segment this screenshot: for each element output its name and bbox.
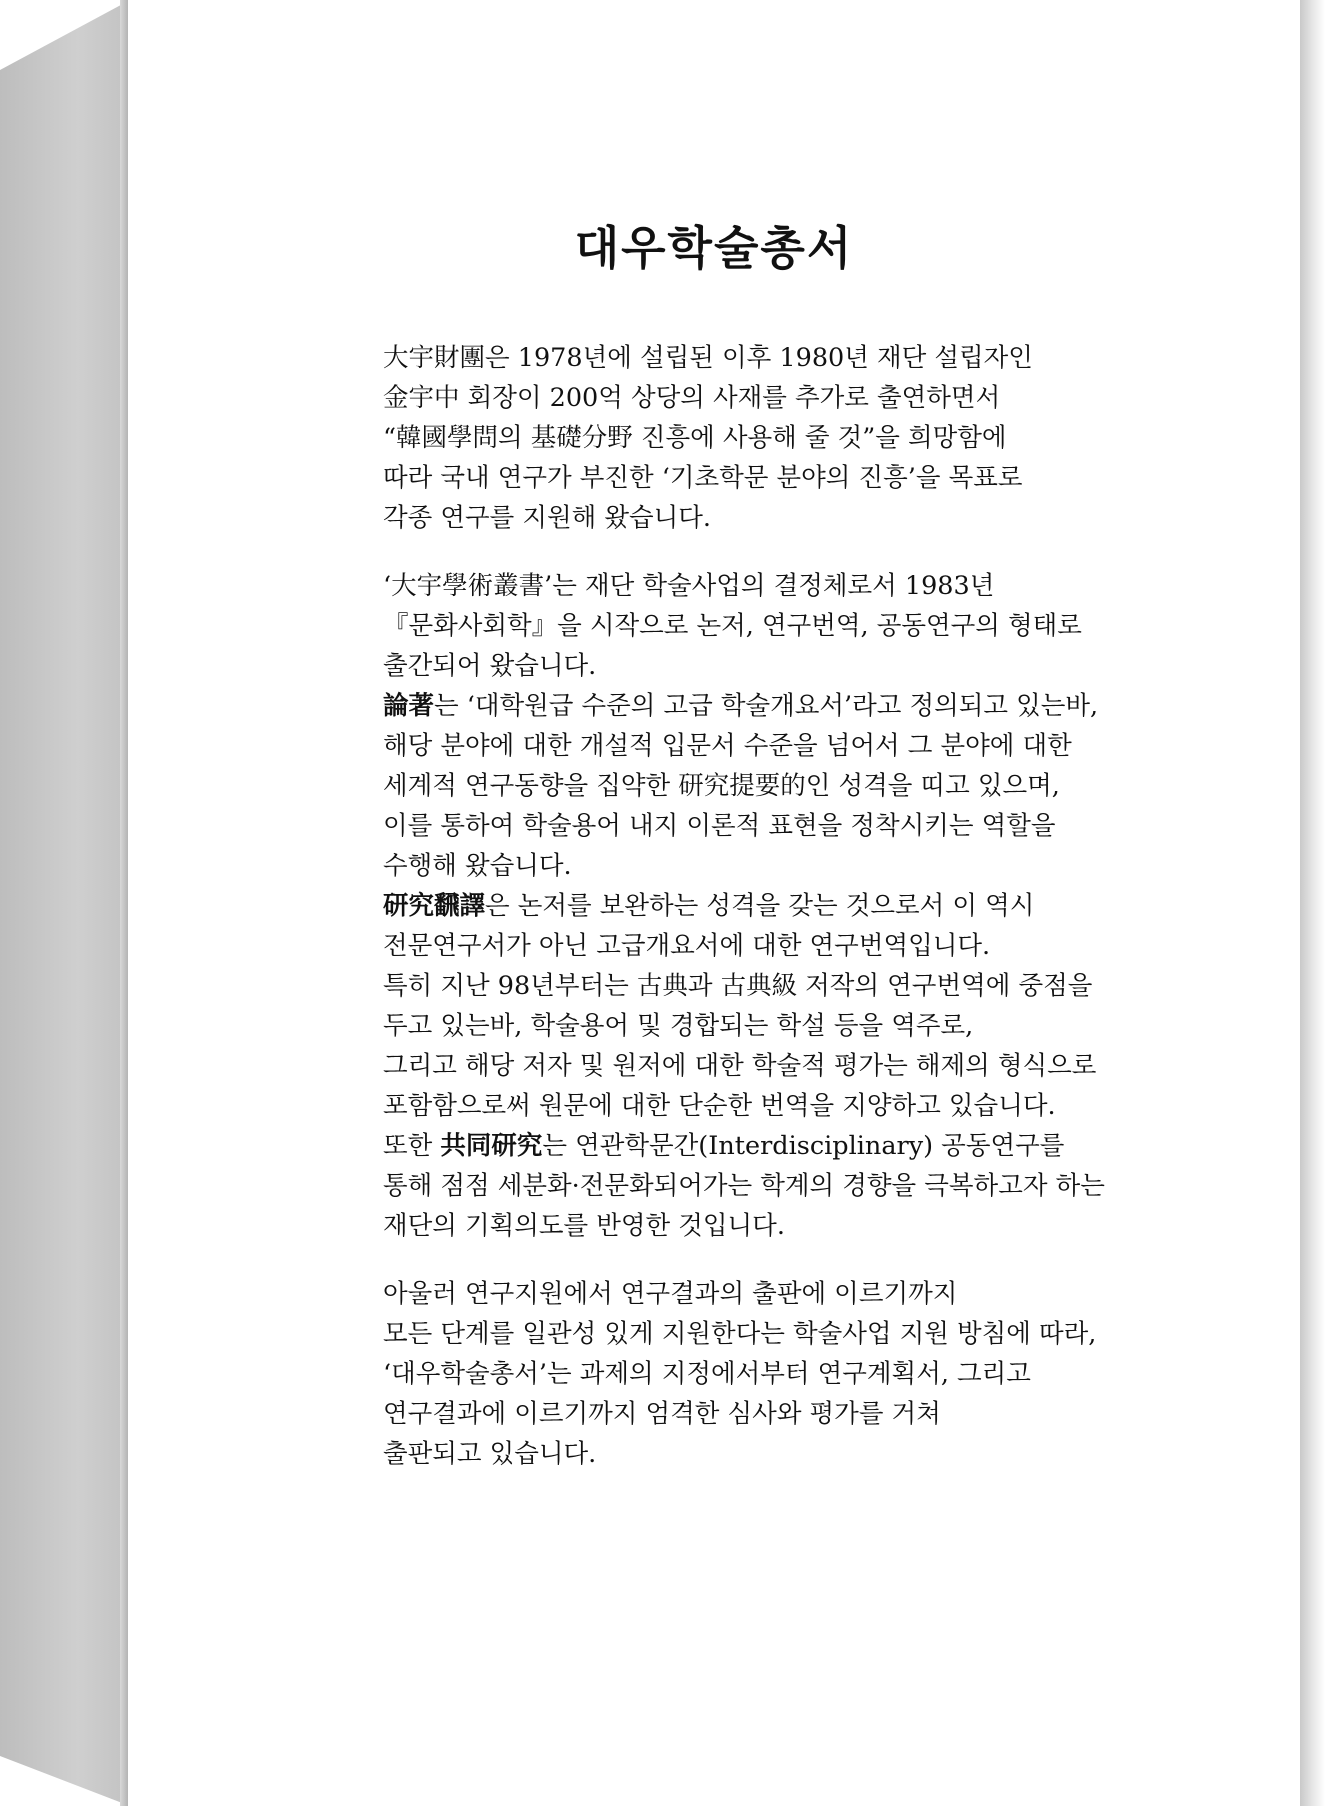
lead-term: 共同研究 <box>440 1131 543 1161</box>
text-line: 연구결과에 이르기까지 엄격한 심사와 평가를 거쳐 <box>383 1399 941 1429</box>
paragraph-foundation-history <box>383 338 1143 538</box>
lead-term: 論著 <box>383 691 435 721</box>
text-line: 해당 분야에 대한 개설적 입문서 수준을 넘어서 그 분야에 대한 <box>383 731 1072 761</box>
text-line: “韓國學問의 基礎分野 진흥에 사용해 줄 것”을 희망함에 <box>383 423 1007 453</box>
book-spine <box>0 0 130 1806</box>
text-line: 수행해 왔습니다. <box>383 851 572 881</box>
paragraph-publication-policy <box>383 1274 1143 1474</box>
text-line: 두고 있는바, 학술용어 및 경합되는 학설 등을 역주로, <box>383 1011 974 1041</box>
text-fragment: 는 연관학문간(Interdisciplinary) 공동연구를 <box>542 1131 1065 1161</box>
page-edge-shadow <box>1300 0 1325 1806</box>
text-line: 따라 국내 연구가 부진한 ‘기초학문 분야의 진흥’을 목표로 <box>383 463 1023 493</box>
page-title: 대우학술총서 <box>574 221 854 275</box>
body-text <box>383 338 1143 1474</box>
text-line: 각종 연구를 지원해 왔습니다. <box>383 503 712 533</box>
paragraph-monographs <box>383 686 1143 886</box>
text-line: 金宇中 회장이 200억 상당의 사재를 추가로 출연하면서 <box>383 383 1001 413</box>
text-line: 포함함으로써 원문에 대한 단순한 번역을 지양하고 있습니다. <box>383 1091 1056 1121</box>
text-line: 이를 통하여 학술용어 내지 이론적 표현을 정착시키는 역할을 <box>383 811 1056 841</box>
text-line: 전문연구서가 아닌 고급개요서에 대한 연구번역입니다. <box>383 931 991 961</box>
text-line: ‘大宇學術叢書’는 재단 학술사업의 결정체로서 1983년 <box>383 571 995 601</box>
text-line <box>383 886 1143 926</box>
text-fragment: 은 논저를 보완하는 성격을 갖는 것으로서 이 역시 <box>485 891 1035 921</box>
text-line: 특히 지난 98년부터는 古典과 古典級 저작의 연구번역에 중점을 <box>383 971 1093 1001</box>
text-line: 출판되고 있습니다. <box>383 1439 597 1469</box>
text-fragment: 또한 <box>383 1131 441 1161</box>
text-line: 아울러 연구지원에서 연구결과의 출판에 이르기까지 <box>383 1279 958 1309</box>
text-line: 출간되어 왔습니다. <box>383 651 597 681</box>
text-line <box>383 1126 1143 1166</box>
paragraph-joint-research <box>383 1126 1143 1246</box>
text-fragment: 는 ‘대학원급 수준의 고급 학술개요서’라고 정의되고 있는바, <box>434 691 1099 721</box>
text-line: 모든 단계를 일관성 있게 지원한다는 학술사업 지원 방침에 따라, <box>383 1319 1097 1349</box>
text-line: ‘대우학술총서’는 과제의 지정에서부터 연구계획서, 그리고 <box>383 1359 1031 1389</box>
lead-term: 研究飜譯 <box>383 891 486 921</box>
text-line: 그리고 해당 저자 및 원저에 대한 학술적 평가는 해제의 형식으로 <box>383 1051 1097 1081</box>
paragraph-translations <box>383 886 1143 1126</box>
paragraph-series-intro <box>383 566 1143 686</box>
text-line: 大宇財團은 1978년에 설립된 이후 1980년 재단 설립자인 <box>383 343 1033 373</box>
text-line: 재단의 기획의도를 반영한 것입니다. <box>383 1211 785 1241</box>
text-line: 통해 점점 세분화·전문화되어가는 학계의 경향을 극복하고자 하는 <box>383 1171 1105 1201</box>
text-line: 『문화사회학』을 시작으로 논저, 연구번역, 공동연구의 형태로 <box>383 611 1082 641</box>
text-line <box>383 686 1143 726</box>
text-line: 세계적 연구동향을 집약한 研究提要的인 성격을 띠고 있으며, <box>383 771 1060 801</box>
